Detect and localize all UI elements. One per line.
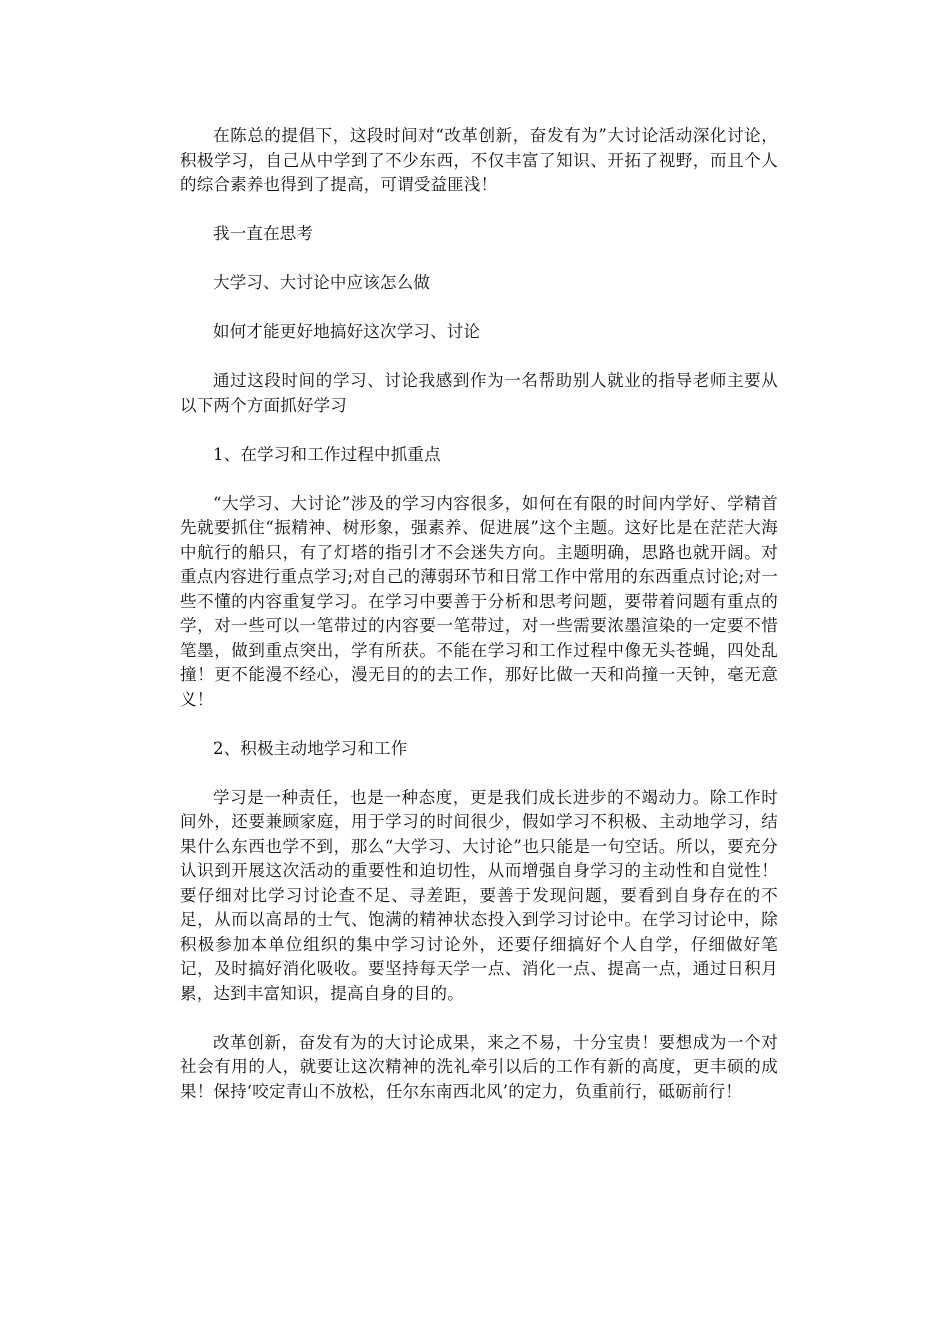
paragraph-summary: 通过这段时间的学习、讨论我感到作为一名帮助别人就业的指导老师主要从以下两个方面抓好学习 <box>180 371 778 415</box>
paragraph-section-1: “大学习、大讨论”涉及的学习内容很多，如何在有限的时间内学好、学精首先就要抓住“振精神、树形象，强素养、促进展”这个主题。这好比是在茫茫大海中航行的船只，有了灯塔的指引才不会迷失方向。主题明确，思路也就开阔。对重点内容进行重点学习;对自己的薄弱环节和日常工作中常用的东西重点讨论;对一些不懂的内容重复学习。在学习中要善于分析和思考问题，要带着问题有重点的学，对一些可以一笔带过的内容要一笔带过，对一些需要浓墨渲染的一定要不惜笔墨，做到重点突出，学有所获。不能在学习和工作过程中像无头苍蝇，四处乱撞！更不能漫不经心，漫无目的的去工作，那好比做一天和尚撞一天钟，毫无意义！ <box>180 493 778 709</box>
paragraph-section-2: 学习是一种责任，也是一种态度，更是我们成长进步的不竭动力。除工作时间外，还要兼顾家庭，用于学习的时间很少，假如学习不积极、主动地学习，结果什么东西也学不到，那么“大学习、大讨论”也只能是一句空话。所以，要充分认识到开展这次活动的重要性和迫切性，从而增强自身学习的主动性和自觉性！要仔细对比学习讨论查不足、寻差距，要善于发现问题，要看到自身存在的不足，从而以高昂的士气、饱满的精神状态投入到学习讨论中。在学习讨论中，除积极参加本单位组织的集中学习讨论外，还要仔细搞好个人自学，仔细做好笔记，及时搞好消化吸收。要坚持每天学一点、消化一点、提高一点，通过日积月累，达到丰富知识，提高自身的目的。 <box>180 787 778 1003</box>
section-heading-1: 1、在学习和工作过程中抓重点 <box>213 444 441 464</box>
paragraph-intro: 在陈总的提倡下，这段时间对“改革创新，奋发有为”大讨论活动深化讨论，积极学习，自己从中学到了不少东西，不仅丰富了知识、开拓了视野，而且个人的综合素养也得到了提高，可谓受益匪浅！ <box>180 126 778 194</box>
paragraph-thinking: 我一直在思考 <box>213 224 314 243</box>
paragraph-conclusion: 改革创新，奋发有为的大讨论成果，来之不易，十分宝贵！要想成为一个对社会有用的人，就要让这次精神的洗礼牵引以后的工作有新的高度，更丰硕的成果！保持‘咬定青山不放松，任尔东南西北风’的定力，负重前行，砥砺前行！ <box>180 1032 778 1101</box>
paragraph-question-2: 如何才能更好地搞好这次学习、讨论 <box>213 322 481 341</box>
section-heading-2: 2、积极主动地学习和工作 <box>213 738 408 758</box>
document-body <box>180 124 778 1104</box>
paragraph-question-1: 大学习、大讨论中应该怎么做 <box>213 273 431 292</box>
